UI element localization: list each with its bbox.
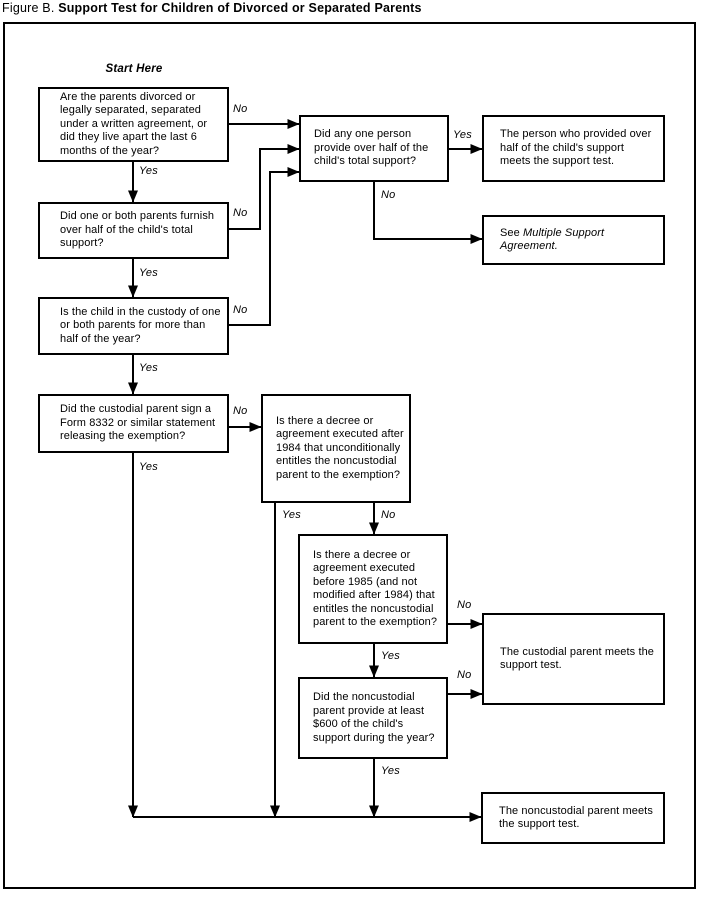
node-result-noncustodial <box>481 792 665 844</box>
edge-label-yes-before1985: Yes <box>381 650 400 662</box>
edge-label-no-600: No <box>457 669 472 681</box>
start-here-label: Start Here <box>105 63 163 75</box>
edge-label-yes-after1984: Yes <box>282 509 301 521</box>
node-result-noncustodial-text: The noncustodial parent meets the support test. <box>499 804 653 830</box>
node-q-form8332 <box>38 394 229 453</box>
node-q-custody <box>38 297 229 355</box>
edge-label-no-after1984: No <box>381 509 396 521</box>
node-q-divorced-text: Are the parents divorced or legally separated, separated under a written agreement, or did they live apart the last 6 months of the year? <box>60 90 208 157</box>
node-q-form8332-text: Did the custodial parent sign a Form 8332 or similar statement releasing the exemption? <box>60 403 216 443</box>
node-q-parents-support <box>38 202 229 259</box>
edge-label-no-q1: No <box>233 103 248 115</box>
node-q-before-1985-text: Is there a decree or agreement executed before 1985 (and not modified after 1984) that entitles the noncustodial parent to the exemption? <box>313 548 438 628</box>
edge-label-yes-q1: Yes <box>139 165 158 177</box>
edge-label-no-before1985: No <box>457 599 472 611</box>
edge-label-no-oneperson: No <box>381 189 396 201</box>
edge-label-no-q2: No <box>233 207 248 219</box>
edge-label-no-q4: No <box>233 405 248 417</box>
see-italic: Multiple Support Agreement. <box>500 226 605 252</box>
edge-q3-no <box>229 172 299 325</box>
node-q-600 <box>298 677 448 759</box>
node-result-person-provided <box>482 115 665 182</box>
edge-label-yes-600: Yes <box>381 765 400 777</box>
node-q-before-1985 <box>298 534 448 644</box>
see-prefix: See <box>500 226 524 239</box>
node-result-custodial <box>482 613 665 705</box>
node-q-divorced <box>38 87 229 162</box>
flowchart-frame <box>3 22 696 889</box>
node-q-600-text: Did the noncustodial parent provide at least $600 of the child's support during the year? <box>313 691 435 744</box>
figure-title <box>2 1 422 15</box>
node-q-after-1984 <box>261 394 411 503</box>
node-q-parents-support-text: Did one or both parents furnish over half of the child's total support? <box>60 210 215 250</box>
edge-label-yes-oneperson: Yes <box>453 129 472 141</box>
node-q-after-1984-text: Is there a decree or agreement executed after 1984 that unconditionally entitles the noncustodial parent to the exemption? <box>276 414 404 481</box>
node-result-see-multiple-text <box>500 227 657 254</box>
edge-label-no-q3: No <box>233 304 248 316</box>
figure-title-text: Support Test for Children of Divorced or Separated Parents <box>58 1 422 15</box>
node-q-custody-text: Is the child in the custody of one or both parents for more than half of the year? <box>60 305 221 345</box>
node-result-person-provided-text: The person who provided over half of the child's support meets the support test. <box>500 128 652 168</box>
figure-label: Figure B. <box>2 1 59 15</box>
edge-label-yes-q2: Yes <box>139 267 158 279</box>
edge-label-yes-q3: Yes <box>139 362 158 374</box>
node-q-one-person-text: Did any one person provide over half of the child's total support? <box>314 128 429 168</box>
node-result-custodial-text: The custodial parent meets the support test. <box>500 645 655 671</box>
node-q-one-person <box>299 115 449 182</box>
edge-label-yes-q4: Yes <box>139 461 158 473</box>
node-result-see-multiple <box>482 215 665 265</box>
